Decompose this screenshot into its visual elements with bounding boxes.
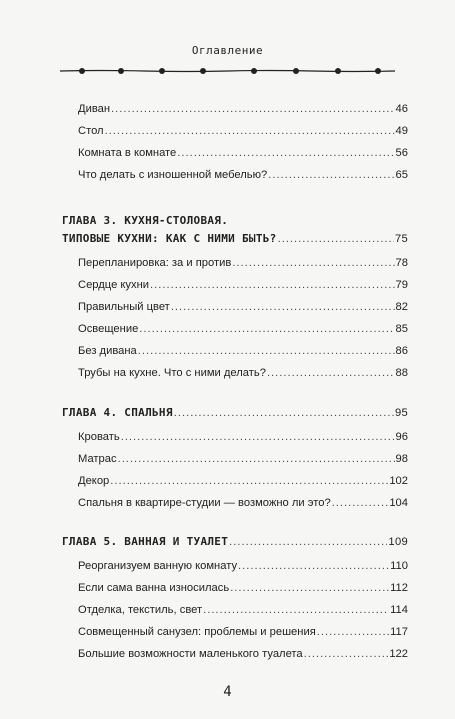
chapter-heading <box>62 230 408 248</box>
chapter-title: ГЛАВА 4. СПАЛЬНЯ <box>62 406 173 419</box>
running-head: Оглавление <box>191 44 264 57</box>
dot-leader <box>232 254 394 272</box>
toc-entry-page: 102 <box>389 475 408 487</box>
toc-entry-title: Совмещенный санузел: проблемы и решения <box>78 626 316 638</box>
dot-leader <box>138 342 395 360</box>
toc-entry <box>78 450 408 468</box>
toc-entry <box>78 428 408 446</box>
chapter-title-line: ГЛАВА 3. КУХНЯ-СТОЛОВАЯ. <box>62 214 229 227</box>
dot-leader <box>110 472 388 490</box>
toc-entry-page: 49 <box>395 125 408 137</box>
dot-leader <box>177 144 394 162</box>
toc-entry <box>78 100 408 118</box>
dot-leader <box>111 100 395 118</box>
toc-entry-page: 96 <box>395 431 408 443</box>
dot-leader <box>139 320 394 338</box>
toc-entry-page: 78 <box>395 257 408 269</box>
toc-entry <box>78 166 408 184</box>
chapter-page-number: 95 <box>394 407 408 419</box>
decorative-dotted-rule <box>60 64 395 78</box>
dot-leader <box>118 450 395 468</box>
toc-entry-page: 117 <box>390 626 408 638</box>
dot-leader <box>229 533 387 551</box>
toc-entry-page: 79 <box>395 279 408 291</box>
toc-entry-page: 110 <box>390 560 408 572</box>
toc-entry <box>78 494 408 512</box>
toc-entry-title: Кровать <box>78 431 120 443</box>
page-number: 4 <box>223 684 232 700</box>
dot-leader <box>230 579 389 597</box>
toc-entry-title: Матрас <box>78 453 117 465</box>
toc-entry-title: Спальня в квартире-студии — возможно ли это? <box>78 497 331 509</box>
chapter-page-number: 75 <box>394 233 408 245</box>
toc-entry-page: 82 <box>395 301 408 313</box>
dot-leader <box>278 230 394 248</box>
toc-entry-title: Освещение <box>78 323 139 335</box>
toc-entry <box>78 601 408 619</box>
toc-entry-title: Перепланировка: за и против <box>78 257 232 269</box>
toc-entry-page: 104 <box>389 497 408 509</box>
dot-leader <box>304 645 389 663</box>
dot-leader <box>203 601 389 619</box>
toc-entry-title: Что делать с изношенной мебелью? <box>78 169 268 181</box>
toc-entry-title: Большие возможности маленького туалета <box>78 648 303 660</box>
dot-leader <box>317 623 389 641</box>
toc-entry-title: Если сама ванна износилась <box>78 582 230 594</box>
chapter-page-number: 109 <box>388 536 408 548</box>
dot-leader <box>105 122 395 140</box>
dot-leader <box>121 428 395 446</box>
toc-entry <box>78 364 408 382</box>
toc-entry-page: 98 <box>395 453 408 465</box>
chapter-title: ГЛАВА 5. ВАННАЯ И ТУАЛЕТ <box>62 535 229 548</box>
toc-entry-page: 86 <box>395 345 408 357</box>
toc-entry-title: Стол <box>78 125 104 137</box>
toc-entry <box>78 472 408 490</box>
dot-leader <box>171 298 395 316</box>
toc-entry-title: Комната в комнате <box>78 147 177 159</box>
toc-entry <box>78 579 408 597</box>
toc-entry-title: Без дивана <box>78 345 137 357</box>
toc-entry-title: Трубы на кухне. Что с ними делать? <box>78 367 266 379</box>
toc-entry-title: Отделка, текстиль, свет <box>78 604 203 616</box>
toc-entry-page: 112 <box>390 582 408 594</box>
dot-leader <box>238 557 389 575</box>
toc-entry <box>78 122 408 140</box>
dot-leader <box>174 404 394 422</box>
toc-entry <box>78 276 408 294</box>
toc-entry-page: 85 <box>395 323 408 335</box>
toc-entry <box>78 557 408 575</box>
toc-entry <box>78 342 408 360</box>
toc-entry-title: Диван <box>78 103 111 115</box>
toc-entry <box>78 645 408 663</box>
toc-entry-page: 65 <box>395 169 408 181</box>
dot-leader <box>267 364 395 382</box>
toc-entry <box>78 144 408 162</box>
chapter-heading <box>62 404 408 422</box>
dot-leader <box>150 276 395 294</box>
toc-entry-title: Реорганизуем ванную комнату <box>78 560 238 572</box>
toc-entry-page: 46 <box>395 103 408 115</box>
toc-entry <box>78 320 408 338</box>
toc-entry-page: 122 <box>389 648 408 660</box>
toc-entry-page: 88 <box>395 367 408 379</box>
dot-leader <box>268 166 394 184</box>
toc-entry-title: Декор <box>78 475 110 487</box>
toc-entry <box>78 254 408 272</box>
toc-entry-page: 114 <box>390 604 408 616</box>
toc-entry <box>78 298 408 316</box>
chapter-title: ТИПОВЫЕ КУХНИ: КАК С НИМИ БЫТЬ? <box>62 232 277 245</box>
toc-entry-page: 56 <box>395 147 408 159</box>
toc-entry-title: Правильный цвет <box>78 301 170 313</box>
dot-leader <box>332 494 389 512</box>
toc-entry-title: Сердце кухни <box>78 279 150 291</box>
toc-entry <box>78 623 408 641</box>
chapter-heading <box>62 533 408 551</box>
